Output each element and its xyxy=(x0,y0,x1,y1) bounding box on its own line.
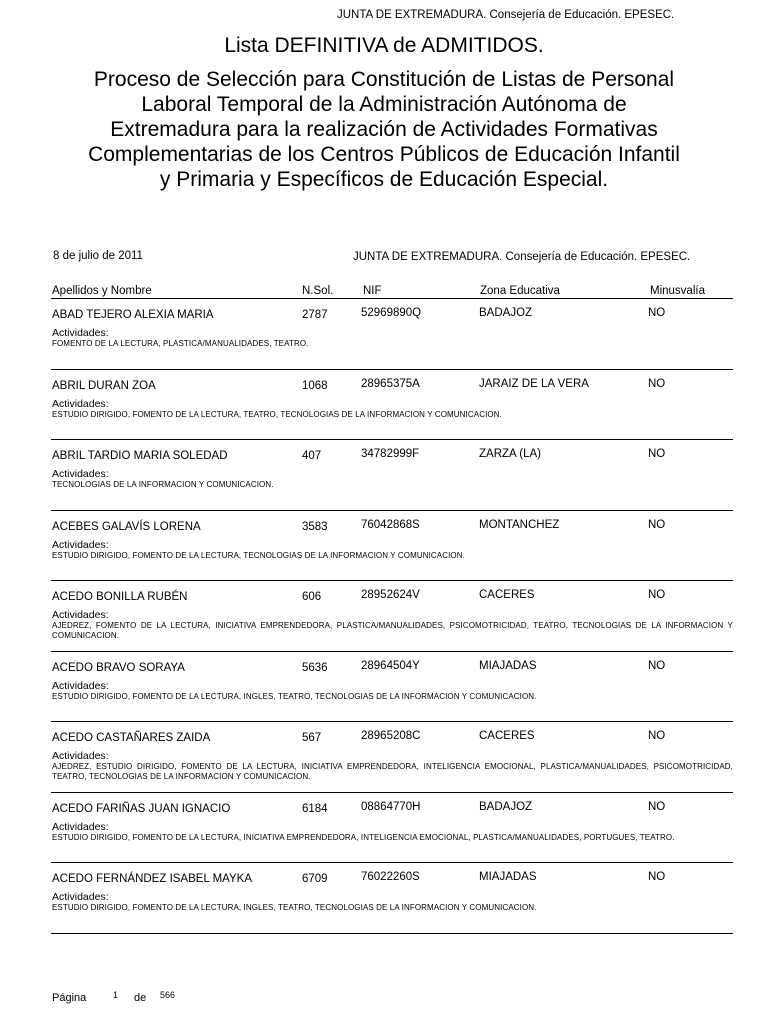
activities-list: TECNOLOGIAS DE LA INFORMACION Y COMUNICACION. xyxy=(52,480,274,489)
list-item xyxy=(51,722,733,793)
nif-value: 28964504Y xyxy=(361,659,420,672)
applicant-name: ACEDO FERNÁNDEZ ISABEL MAYKA xyxy=(52,873,253,885)
applicant-name: ACEDO FARIÑAS JUAN IGNACIO xyxy=(52,802,231,815)
footer-of-label: de xyxy=(134,992,147,1004)
applicant-name: ABRIL DURAN ZOA xyxy=(52,379,156,392)
subtitle xyxy=(34,67,734,192)
application-number: 5636 xyxy=(302,661,328,674)
educational-zone: ZARZA (LA) xyxy=(479,448,541,460)
educational-zone: CACERES xyxy=(479,589,535,601)
educational-zone: MIAJADAS xyxy=(479,871,537,883)
educational-zone: MONTANCHEZ xyxy=(479,518,560,531)
list-item xyxy=(51,299,733,370)
activities-list: ESTUDIO DIRIGIDO, FOMENTO DE LA LECTURA, INICIATIVA EMPRENDEDORA, INTELIGENCIA EMOCIONAL, PLASTICA/MANUALIDADES, PORTUGUES, TEATRO. xyxy=(52,832,675,842)
educational-zone: CACERES xyxy=(479,730,535,742)
disability-flag: NO xyxy=(648,518,666,531)
document-date: 8 de julio de 2011 xyxy=(53,250,143,262)
educational-zone: MIAJADAS xyxy=(479,659,537,672)
activities-list: ESTUDIO DIRIGIDO, FOMENTO DE LA LECTURA, INGLES, TEATRO, TECNOLOGIAS DE LA INFORMACION Y COMUNICACION. xyxy=(52,691,537,701)
list-item xyxy=(51,440,733,511)
disability-flag: NO xyxy=(648,589,666,601)
footer-page-number: 1 xyxy=(113,990,119,1000)
application-number: 606 xyxy=(302,591,322,603)
application-number: 6709 xyxy=(302,873,328,885)
nif-value: 52969890Q xyxy=(361,307,422,319)
nif-value: 28952624V xyxy=(361,589,420,601)
application-number: 567 xyxy=(302,732,322,744)
activities-label: Actividades: xyxy=(52,397,109,410)
column-header-name: Apellidos y Nombre xyxy=(52,285,152,297)
activities-label: Actividades: xyxy=(52,609,109,621)
footer-total-pages: 566 xyxy=(160,990,176,1000)
list-item xyxy=(51,370,733,441)
list-item xyxy=(51,863,733,934)
list-item xyxy=(51,581,733,652)
applicant-name: ABRIL TARDIO MARIA SOLEDAD xyxy=(52,450,228,462)
disability-flag: NO xyxy=(648,800,666,813)
footer-page-label: Página xyxy=(52,992,87,1004)
applicant-name: ACEDO BRAVO SORAYA xyxy=(52,661,185,674)
activities-label: Actividades: xyxy=(52,679,109,692)
activities-label: Actividades: xyxy=(52,820,109,833)
nif-value: 28965208C xyxy=(361,730,421,742)
page-title: Lista DEFINITIVA de ADMITIDOS. xyxy=(224,34,544,57)
activities-list: FOMENTO DE LA LECTURA, PLASTICA/MANUALIDADES, TEATRO. xyxy=(52,339,309,348)
admitted-list xyxy=(51,299,733,934)
applicant-name: ABAD TEJERO ALEXIA MARIA xyxy=(52,309,214,321)
educational-zone: BADAJOZ xyxy=(479,800,533,813)
disability-flag: NO xyxy=(648,377,666,390)
nif-value: 28965375A xyxy=(361,377,420,390)
subtitle-line: Proceso de Selección para Constitución de Listas de Personal xyxy=(93,68,675,91)
nif-value: 76042868S xyxy=(361,518,420,531)
subtitle-line: y Primaria y Específicos de Educación Especial. xyxy=(159,168,609,191)
institution-header: JUNTA DE EXTREMADURA. Consejería de Educación. EPESEC. xyxy=(353,251,691,263)
column-header-nsol: N.Sol. xyxy=(302,285,334,297)
column-header-nif: NIF xyxy=(363,285,382,297)
disability-flag: NO xyxy=(648,871,666,883)
nif-value: 34782999F xyxy=(361,448,420,460)
disability-flag: NO xyxy=(648,307,666,319)
application-number: 407 xyxy=(302,450,322,462)
disability-flag: NO xyxy=(648,448,666,460)
list-item xyxy=(51,511,733,582)
subtitle-line: Laboral Temporal de la Administración Autónoma de xyxy=(141,93,627,116)
applicant-name: ACEDO CASTAÑARES ZAIDA xyxy=(52,732,211,744)
application-number: 1068 xyxy=(302,379,328,392)
educational-zone: JARAIZ DE LA VERA xyxy=(479,377,589,390)
applicant-name: ACEBES GALAVÍS LORENA xyxy=(52,520,201,533)
nif-value: 08864770H xyxy=(361,800,421,813)
activities-label: Actividades: xyxy=(52,538,109,551)
activities-list: ESTUDIO DIRIGIDO, FOMENTO DE LA LECTURA, TECNOLOGIAS DE LA INFORMACION Y COMUNICACION. xyxy=(52,550,465,560)
nif-value: 76022260S xyxy=(361,871,420,883)
application-number: 3583 xyxy=(302,520,328,533)
subtitle-line: Complementarias de los Centros Públicos de Educación Infantil xyxy=(88,143,680,166)
subtitle-line: Extremadura para la realización de Actividades Formativas xyxy=(110,118,658,141)
activities-list: ESTUDIO DIRIGIDO, FOMENTO DE LA LECTURA, TEATRO, TECNOLOGIAS DE LA INFORMACION Y COMUNICACION. xyxy=(52,409,502,419)
column-header-minusvalia: Minusvalía xyxy=(650,285,705,297)
disability-flag: NO xyxy=(648,659,666,672)
activities-label: Actividades: xyxy=(52,750,109,762)
activities-label: Actividades: xyxy=(52,891,109,903)
list-item xyxy=(51,793,733,864)
top-header: JUNTA DE EXTREMADURA. Consejería de Educación. EPESEC. xyxy=(337,9,675,21)
activities-label: Actividades: xyxy=(52,468,109,480)
disability-flag: NO xyxy=(648,730,666,742)
activities-list: AJEDREZ, FOMENTO DE LA LECTURA, INICIATIVA EMPRENDEDORA, PLASTICA/MANUALIDADES, PSICOMOTRICIDAD, TEATRO, TECNOLOGIAS DE LA INFORMACION Y COMUNICACION. xyxy=(52,621,733,640)
activities-list: AJEDREZ, ESTUDIO DIRIGIDO, FOMENTO DE LA LECTURA, INICIATIVA EMPRENDEDORA, INTELIGENCIA EMOCIONAL, PLASTICA/MANUALIDADES, PSICOMOTRICIDAD, TEATRO, TECNOLOGIAS DE LA INFORMACION Y COMUNICACION. xyxy=(52,762,733,781)
applicant-name: ACEDO BONILLA RUBÉN xyxy=(52,591,188,603)
activities-list: ESTUDIO DIRIGIDO, FOMENTO DE LA LECTURA, INGLES, TEATRO, TECNOLOGIAS DE LA INFORMACION Y COMUNICACION. xyxy=(52,903,537,912)
activities-label: Actividades: xyxy=(52,327,109,339)
application-number: 2787 xyxy=(302,309,328,321)
educational-zone: BADAJOZ xyxy=(479,307,533,319)
list-item xyxy=(51,652,733,723)
column-header-zona: Zona Educativa xyxy=(480,285,560,297)
application-number: 6184 xyxy=(302,802,328,815)
